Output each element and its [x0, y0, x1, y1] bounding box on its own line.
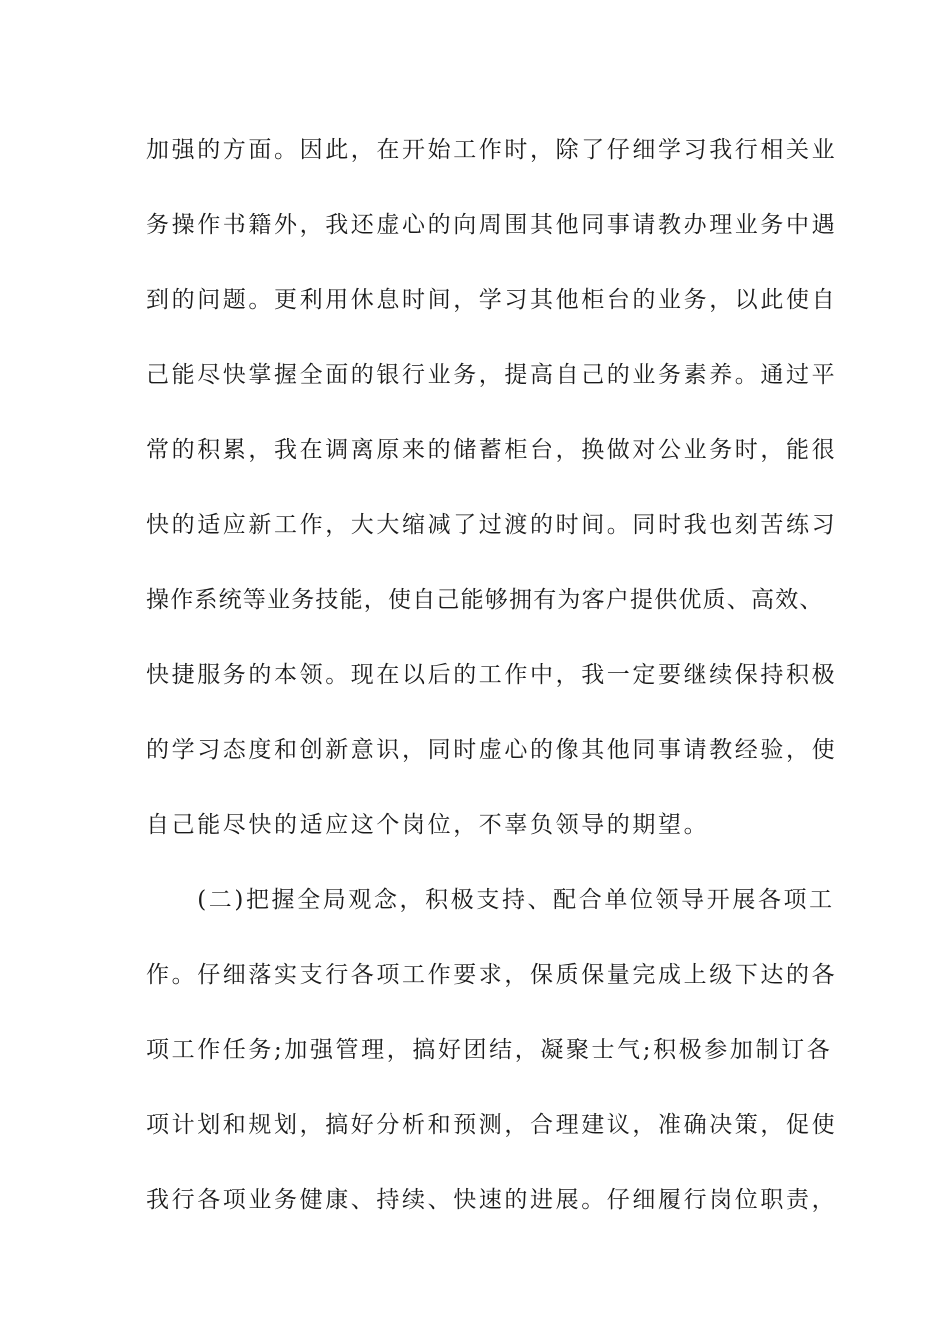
text-line: 快捷服务的本领。现在以后的工作中，我一定要继续保持积极: [146, 662, 838, 688]
text-line: 项工作任务;加强管理，搞好团结，凝聚士气;积极参加制订各: [146, 1037, 833, 1063]
text-line: 到的问题。更利用休息时间，学习其他柜台的业务，以此使自: [146, 287, 838, 313]
text-line: 加强的方面。因此，在开始工作时，除了仔细学习我行相关业: [146, 137, 838, 163]
text-line: 我行各项业务健康、持续、快速的进展。仔细履行岗位职责，: [146, 1187, 838, 1213]
text-line: 己能尽快掌握全面的银行业务，提高自己的业务素养。通过平: [146, 362, 838, 388]
text-line: 作。仔细落实支行各项工作要求，保质保量完成上级下达的各: [146, 962, 838, 988]
document-body-text: [146, 128, 838, 1253]
text-line: 务操作书籍外，我还虚心的向周围其他同事请教办理业务中遇: [146, 212, 838, 238]
text-line: 快的适应新工作，大大缩减了过渡的时间。同时我也刻苦练习: [146, 512, 838, 538]
text-line: 项计划和规划，搞好分析和预测，合理建议，准确决策，促使: [146, 1112, 838, 1138]
text-line: 操作系统等业务技能，使自己能够拥有为客户提供优质、高效、: [146, 587, 824, 613]
text-line: (二)把握全局观念，积极支持、配合单位领导开展各项工: [146, 887, 835, 913]
text-line: 自己能尽快的适应这个岗位，不辜负领导的期望。: [146, 812, 710, 838]
text-line: 的学习态度和创新意识，同时虚心的像其他同事请教经验，使: [146, 737, 838, 763]
text-line: 常的积累，我在调离原来的储蓄柜台，换做对公业务时，能很: [146, 437, 838, 463]
